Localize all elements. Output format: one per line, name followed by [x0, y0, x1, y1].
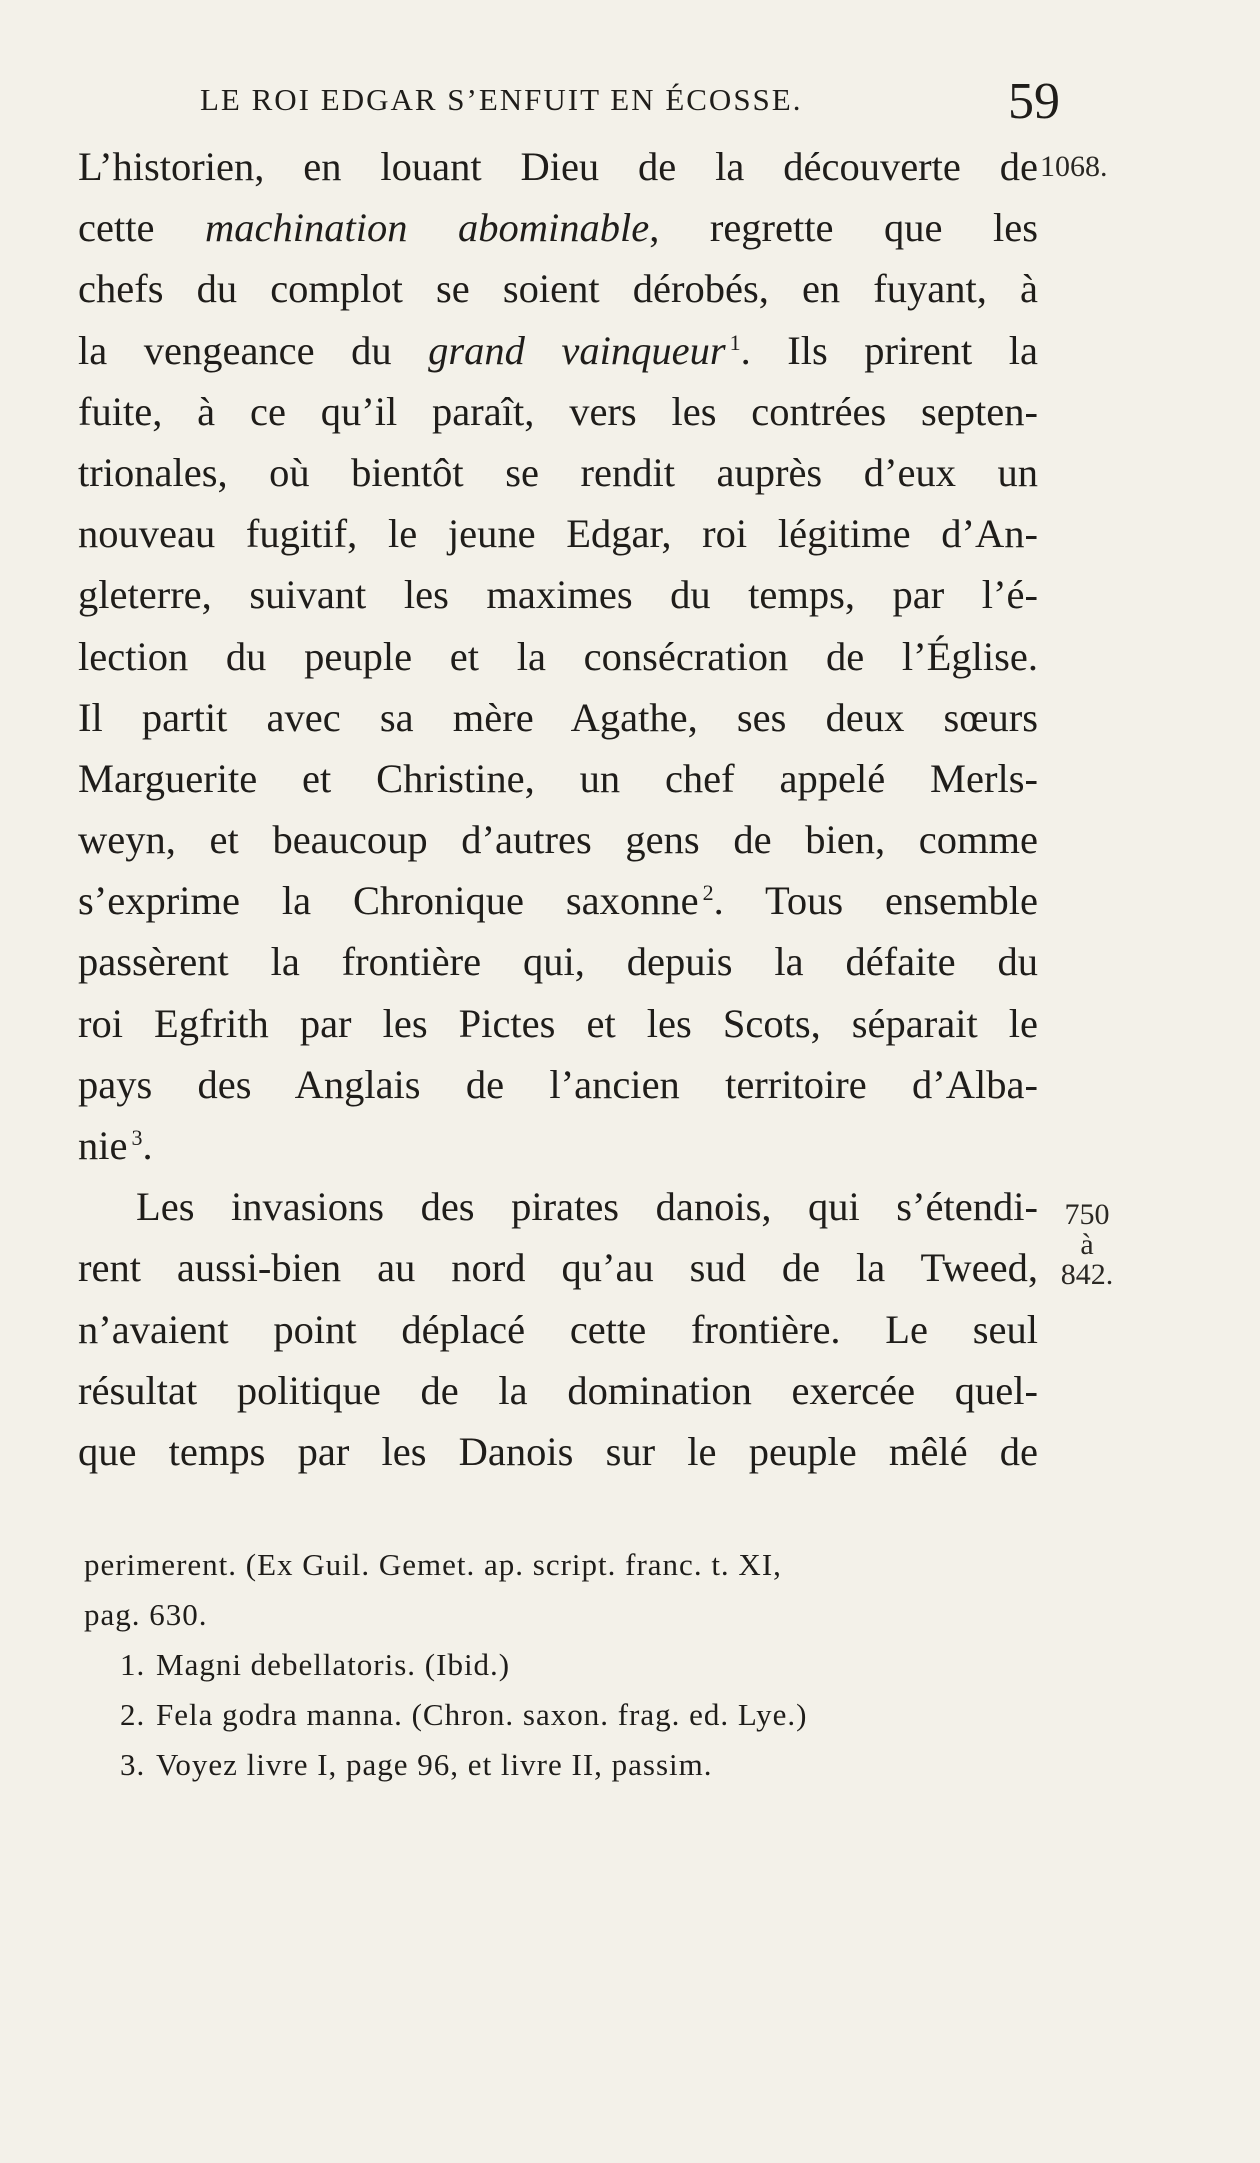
- footnote-ref[interactable]: 1: [729, 329, 741, 355]
- footnote-3: [84, 1740, 1044, 1790]
- text-line: L’historien, en louant Dieu de la découverte de: [78, 144, 1038, 189]
- text-line: fuite, à ce qu’il paraît, vers les contrées septen-: [78, 388, 1038, 434]
- text-line: [78, 1115, 1038, 1176]
- text-line: chefs du complot se soient dérobés, en fuyant, à: [78, 266, 1038, 312]
- text-run: . Tous ensemble: [713, 878, 1038, 924]
- text-run: , regrette que les: [649, 205, 1039, 251]
- text-line: Il partit avec sa mère Agathe, ses deux sœurs: [78, 694, 1038, 740]
- footnote-text: Magni debellatoris. (Ibid.): [156, 1647, 511, 1682]
- footnote-number: 3.: [120, 1747, 146, 1782]
- text-run: .: [142, 1123, 153, 1168]
- footnote-text: Fela godra manna. (Chron. saxon. frag. ed. Lye.): [156, 1697, 808, 1732]
- footnote-2: [84, 1690, 1044, 1740]
- footnote-text: Voyez livre I, page 96, et livre II, passim.: [156, 1747, 713, 1782]
- footnote-number: 1.: [120, 1647, 146, 1682]
- footnote-ref[interactable]: 2: [702, 880, 714, 906]
- italic-phrase: grand vainqueur: [428, 327, 726, 373]
- margin-note-range-from: 750: [1064, 1198, 1110, 1231]
- text-line: weyn, et beaucoup d’autres gens de bien, comme: [78, 817, 1038, 863]
- footnote-continuation: perimerent. (Ex Guil. Gemet. ap. script. franc. t. XI,: [84, 1547, 782, 1582]
- footnotes: [84, 1540, 1044, 1790]
- text-run: s’exprime la Chronique saxonne: [78, 878, 699, 924]
- text-line: [78, 320, 1038, 381]
- text-run: cette: [78, 205, 155, 251]
- text-line: lection du peuple et la consécration de l’Église.: [78, 633, 1038, 679]
- margin-note-range-sep: à: [1080, 1228, 1094, 1261]
- text-line: résultat politique de la domination exercée quel-: [78, 1367, 1038, 1413]
- text-run: . Ils prirent la: [740, 327, 1039, 373]
- footnote-ref[interactable]: 3: [131, 1125, 143, 1150]
- text-line: que temps par les Danois sur le peuple mêlé de: [78, 1428, 1038, 1474]
- text-line: rent aussi-bien au nord qu’au sud de la Tweed,: [78, 1245, 1038, 1291]
- text-run: la vengeance du: [78, 327, 392, 373]
- italic-phrase: machination abominable: [204, 205, 650, 251]
- text-run: nie: [78, 1123, 128, 1168]
- text-line: passèrent la frontière qui, depuis la défaite du: [78, 939, 1038, 985]
- footnote-1: [84, 1640, 1044, 1690]
- text-line: Marguerite et Christine, un chef appelé Merls-: [78, 755, 1038, 801]
- text-line: gleterre, suivant les maximes du temps, par l’é-: [78, 572, 1038, 618]
- footnote-continuation: pag. 630.: [84, 1597, 208, 1632]
- main-text: [78, 136, 1038, 1482]
- page-header: [200, 72, 1060, 132]
- margin-note-year-range: [1052, 1200, 1122, 1290]
- page-number: 59: [1008, 73, 1060, 130]
- text-line: pays des Anglais de l’ancien territoire d’Alba-: [78, 1061, 1038, 1107]
- text-line: nouveau fugitif, le jeune Edgar, roi légitime d’An-: [78, 511, 1038, 557]
- text-line: Les invasions des pirates danois, qui s’étendi-: [136, 1184, 1038, 1230]
- text-line: [78, 197, 1038, 258]
- running-head: LE ROI EDGAR S’ENFUIT EN ÉCOSSE.: [200, 82, 803, 117]
- margin-note-year: 1068.: [1040, 150, 1108, 183]
- text-line: [78, 870, 1038, 931]
- text-line: n’avaient point déplacé cette frontière. Le seul: [78, 1306, 1038, 1352]
- margin-note-range-to: 842.: [1060, 1258, 1114, 1291]
- text-line: roi Egfrith par les Pictes et les Scots, séparait le: [78, 1000, 1038, 1046]
- text-line: trionales, où bientôt se rendit auprès d’eux un: [78, 449, 1038, 495]
- footnote-number: 2.: [120, 1697, 146, 1732]
